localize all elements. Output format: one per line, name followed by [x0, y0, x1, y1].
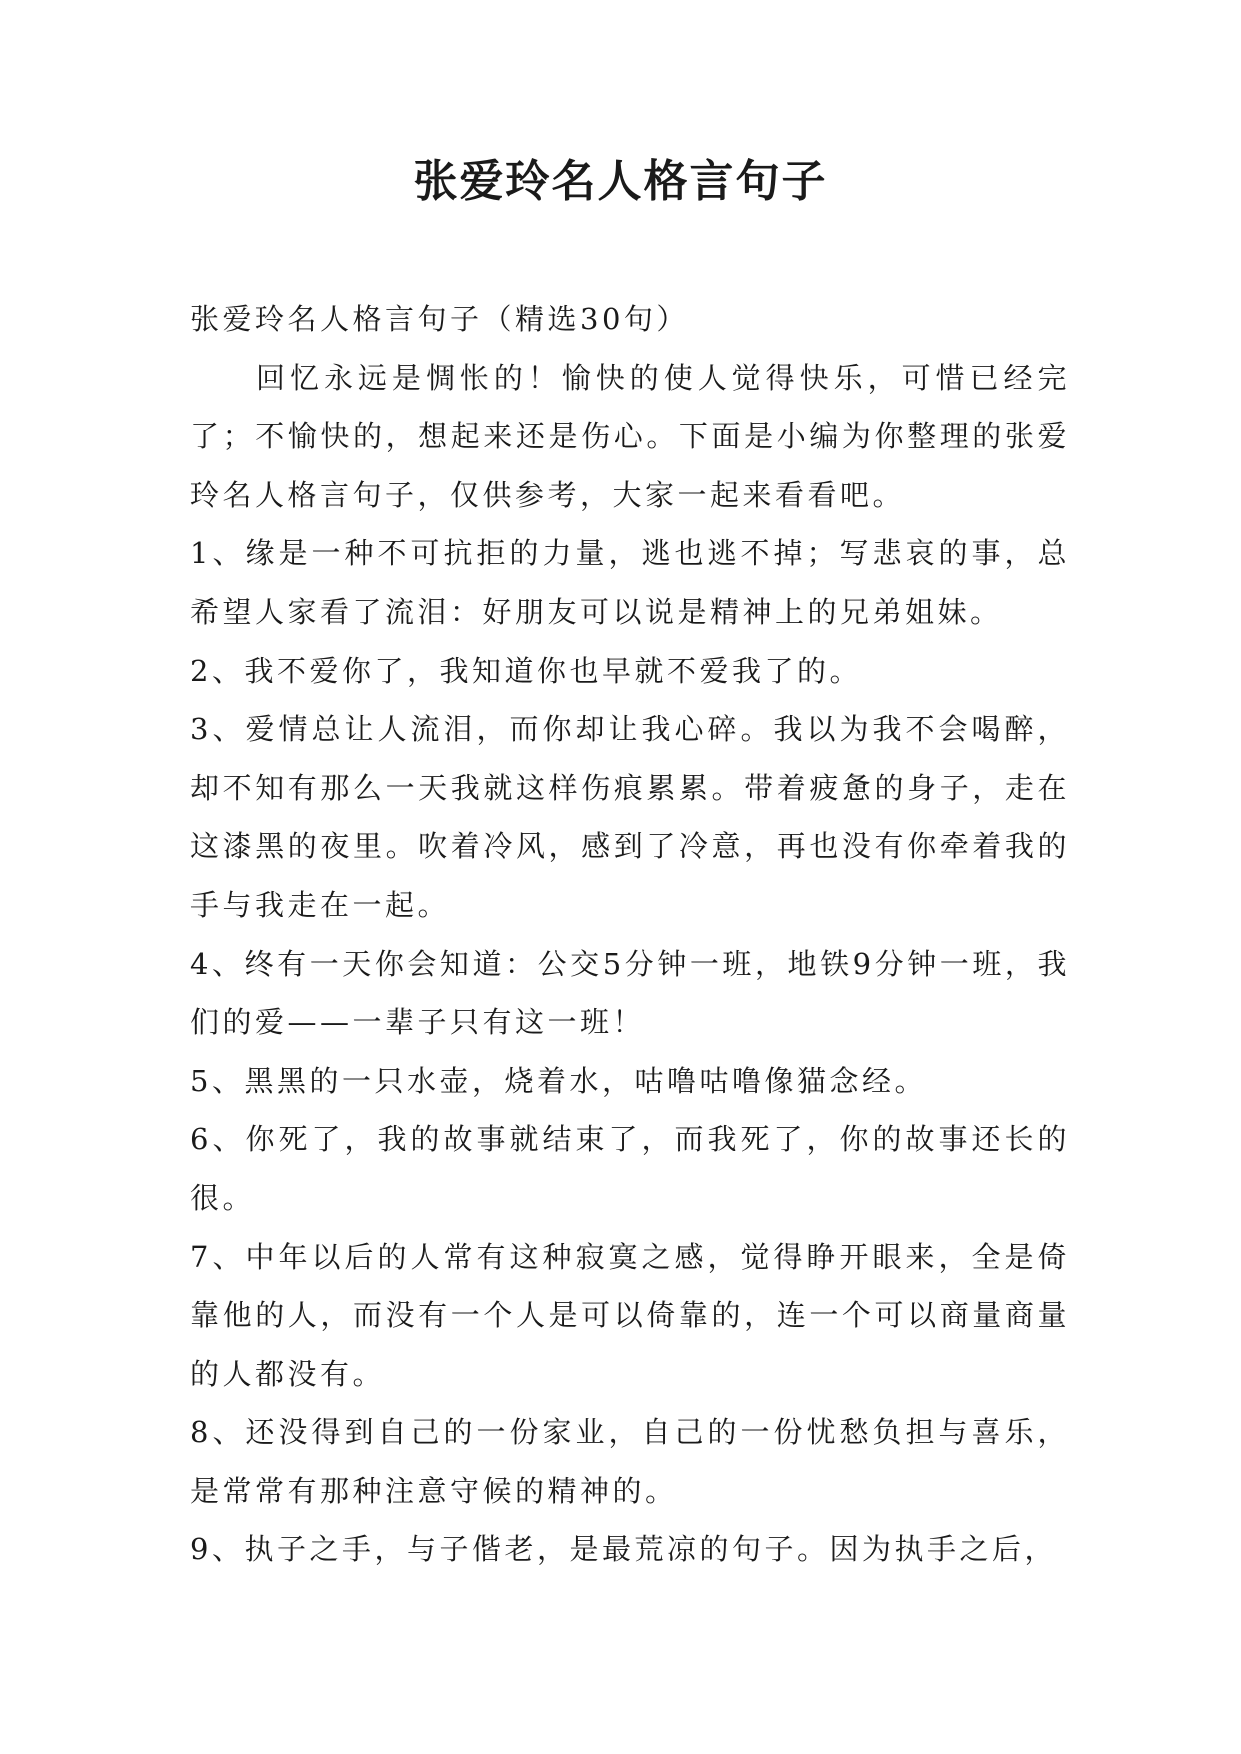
quote-paragraph: 7、中年以后的人常有这种寂寞之感，觉得睁开眼来，全是倚靠他的人，而没有一个人是可以倚靠的，连一个可以商量商量的人都没有。 — [190, 1239, 1070, 1391]
quote-paragraph: 3、爱情总让人流泪，而你却让我心碎。我以为我不会喝醉，却不知有那么一天我就这样伤痕累累。带着疲惫的身子，走在这漆黑的夜里。吹着冷风，感到了冷意，再也没有你牵着我的手与我走在一起。 — [190, 712, 1070, 922]
document-body — [190, 290, 1070, 1579]
subtitle: 张爱玲名人格言句子（精选30句） — [190, 302, 689, 336]
quote-paragraph: 5、黑黑的一只水壶，烧着水，咕噜咕噜像猫念经。 — [190, 1063, 927, 1098]
quote-paragraph: 4、终有一天你会知道：公交5分钟一班，地铁9分钟一班，我们的爱——一辈子只有这一班！ — [190, 946, 1070, 1040]
quote-paragraph: 1、缘是一种不可抗拒的力量，逃也逃不掉；写悲哀的事，总希望人家看了流泪：好朋友可以说是精神上的兄弟姐妹。 — [190, 536, 1070, 629]
quote-paragraph: 6、你死了，我的故事就结束了，而我死了，你的故事还长的很。 — [190, 1122, 1070, 1215]
intro-paragraph: 回忆永远是惆怅的！愉快的使人觉得快乐，可惜已经完了；不愉快的，想起来还是伤心。下面是小编为你整理的张爱玲名人格言句子，仅供参考，大家一起来看看吧。 — [190, 360, 1070, 512]
page-title: 张爱玲名人格言句子 — [413, 156, 828, 207]
quote-paragraph: 8、还没得到自己的一份家业，自己的一份忧愁负担与喜乐，是常常有那种注意守候的精神的。 — [190, 1415, 1070, 1508]
quote-paragraph: 2、我不爱你了，我知道你也早就不爱我了的。 — [190, 653, 862, 688]
quote-paragraph: 9、执子之手，与子偕老，是最荒凉的句子。因为执手之后， — [190, 1532, 1057, 1567]
